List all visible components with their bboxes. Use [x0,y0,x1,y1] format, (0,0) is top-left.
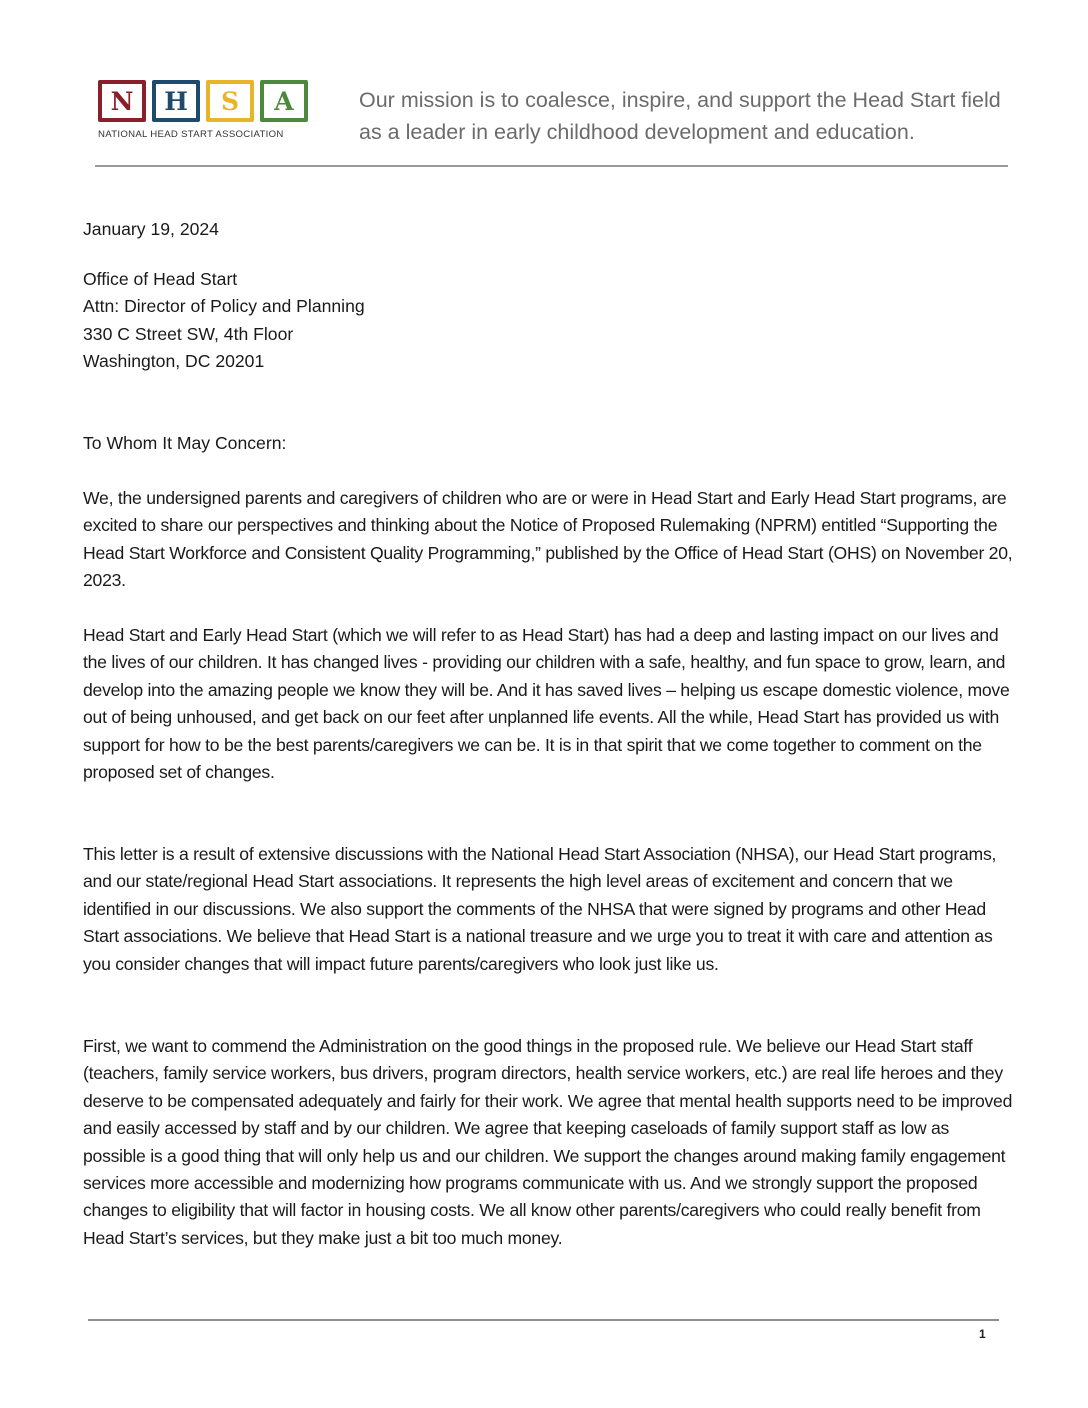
logo-caption: NATIONAL HEAD START ASSOCIATION [98,129,284,140]
recipient-address [83,266,1013,376]
logo-letter: A [274,86,294,116]
footer-divider [88,1319,999,1321]
paragraph-impact: Head Start and Early Head Start (which we will refer to as Head Start) has had a deep and lasting impact on our lives and the lives of our children. It has changed lives - providing our children with a safe, healthy, and fun space to grow, learn, and develop into the amazing people we know they will be. And it has saved lives – helping us escape domestic violence, move out of being unhoused, and get back on our feet after unplanned life events. All the while, Head Start has provided us with support for how to be the best parents/caregivers we can be. It is in that spirit that we come together to comment on the proposed set of changes. [83,625,1010,783]
nhsa-logo [98,80,308,140]
letter-date: January 19, 2024 [83,219,219,239]
logo-letter-boxes [98,80,308,122]
salutation: To Whom It May Concern: [83,433,287,453]
logo-box-a [260,80,308,122]
address-line: Attn: Director of Policy and Planning [83,296,365,317]
paragraph-intro: We, the undersigned parents and caregivers of children who are or were in Head Start and Early Head Start programs, are excited to share our perspectives and thinking about the Notice of Proposed Rulemaking (NPRM) entitled “Supporting the Head Start Workforce and Consistent Quality Programming,” published by the Office of Head Start (OHS) on November 20, 2023. [83,488,1013,591]
logo-box-h [152,80,200,122]
address-line: 330 C Street SW, 4th Floor [83,323,294,344]
logo-letter: H [164,86,188,116]
logo-letter: S [220,86,240,116]
header-divider [95,165,1008,167]
paragraph-commendation: First, we want to commend the Administration on the good things in the proposed rule. We believe our Head Start staff (teachers, family service workers, bus drivers, program directors, health service workers, etc.) are real life heroes and they deserve to be compensated adequately and fairly for their work. We agree that mental health supports need to be improved and easily accessed by staff and by our children. We agree that keeping caseloads of family support staff as low as possible is a good thing that will only help us and our children. We support the changes around making family engagement services more accessible and modernizing how programs communicate with us. And we strongly support the proposed changes to eligibility that will factor in housing costs. We all know other parents/caregivers who could really benefit from Head Start’s services, but they make just a bit too much money. [83,1036,1013,1248]
address-line: Office of Head Start [83,269,238,289]
paragraph-discussions: This letter is a result of extensive discussions with the National Head Start Association (NHSA), our Head Start programs, and our state/regional Head Start associations. It represents the high level areas of excitement and concern that we identified in our discussions. We also support the comments of the NHSA that were signed by programs and other Head Start associations. We believe that Head Start is a national treasure and we urge you to treat it with care and attention as you consider changes that will impact future parents/caregivers who look just like us. [83,844,997,974]
logo-box-n [98,80,146,122]
logo-box-s [206,80,254,122]
address-line: Washington, DC 20201 [83,351,265,372]
logo-letter: N [110,86,134,116]
mission-statement: Our mission is to coalesce, inspire, and support the Head Start field as a leader in early childhood development and education. [359,88,1001,144]
page-number: 1 [979,1327,986,1341]
